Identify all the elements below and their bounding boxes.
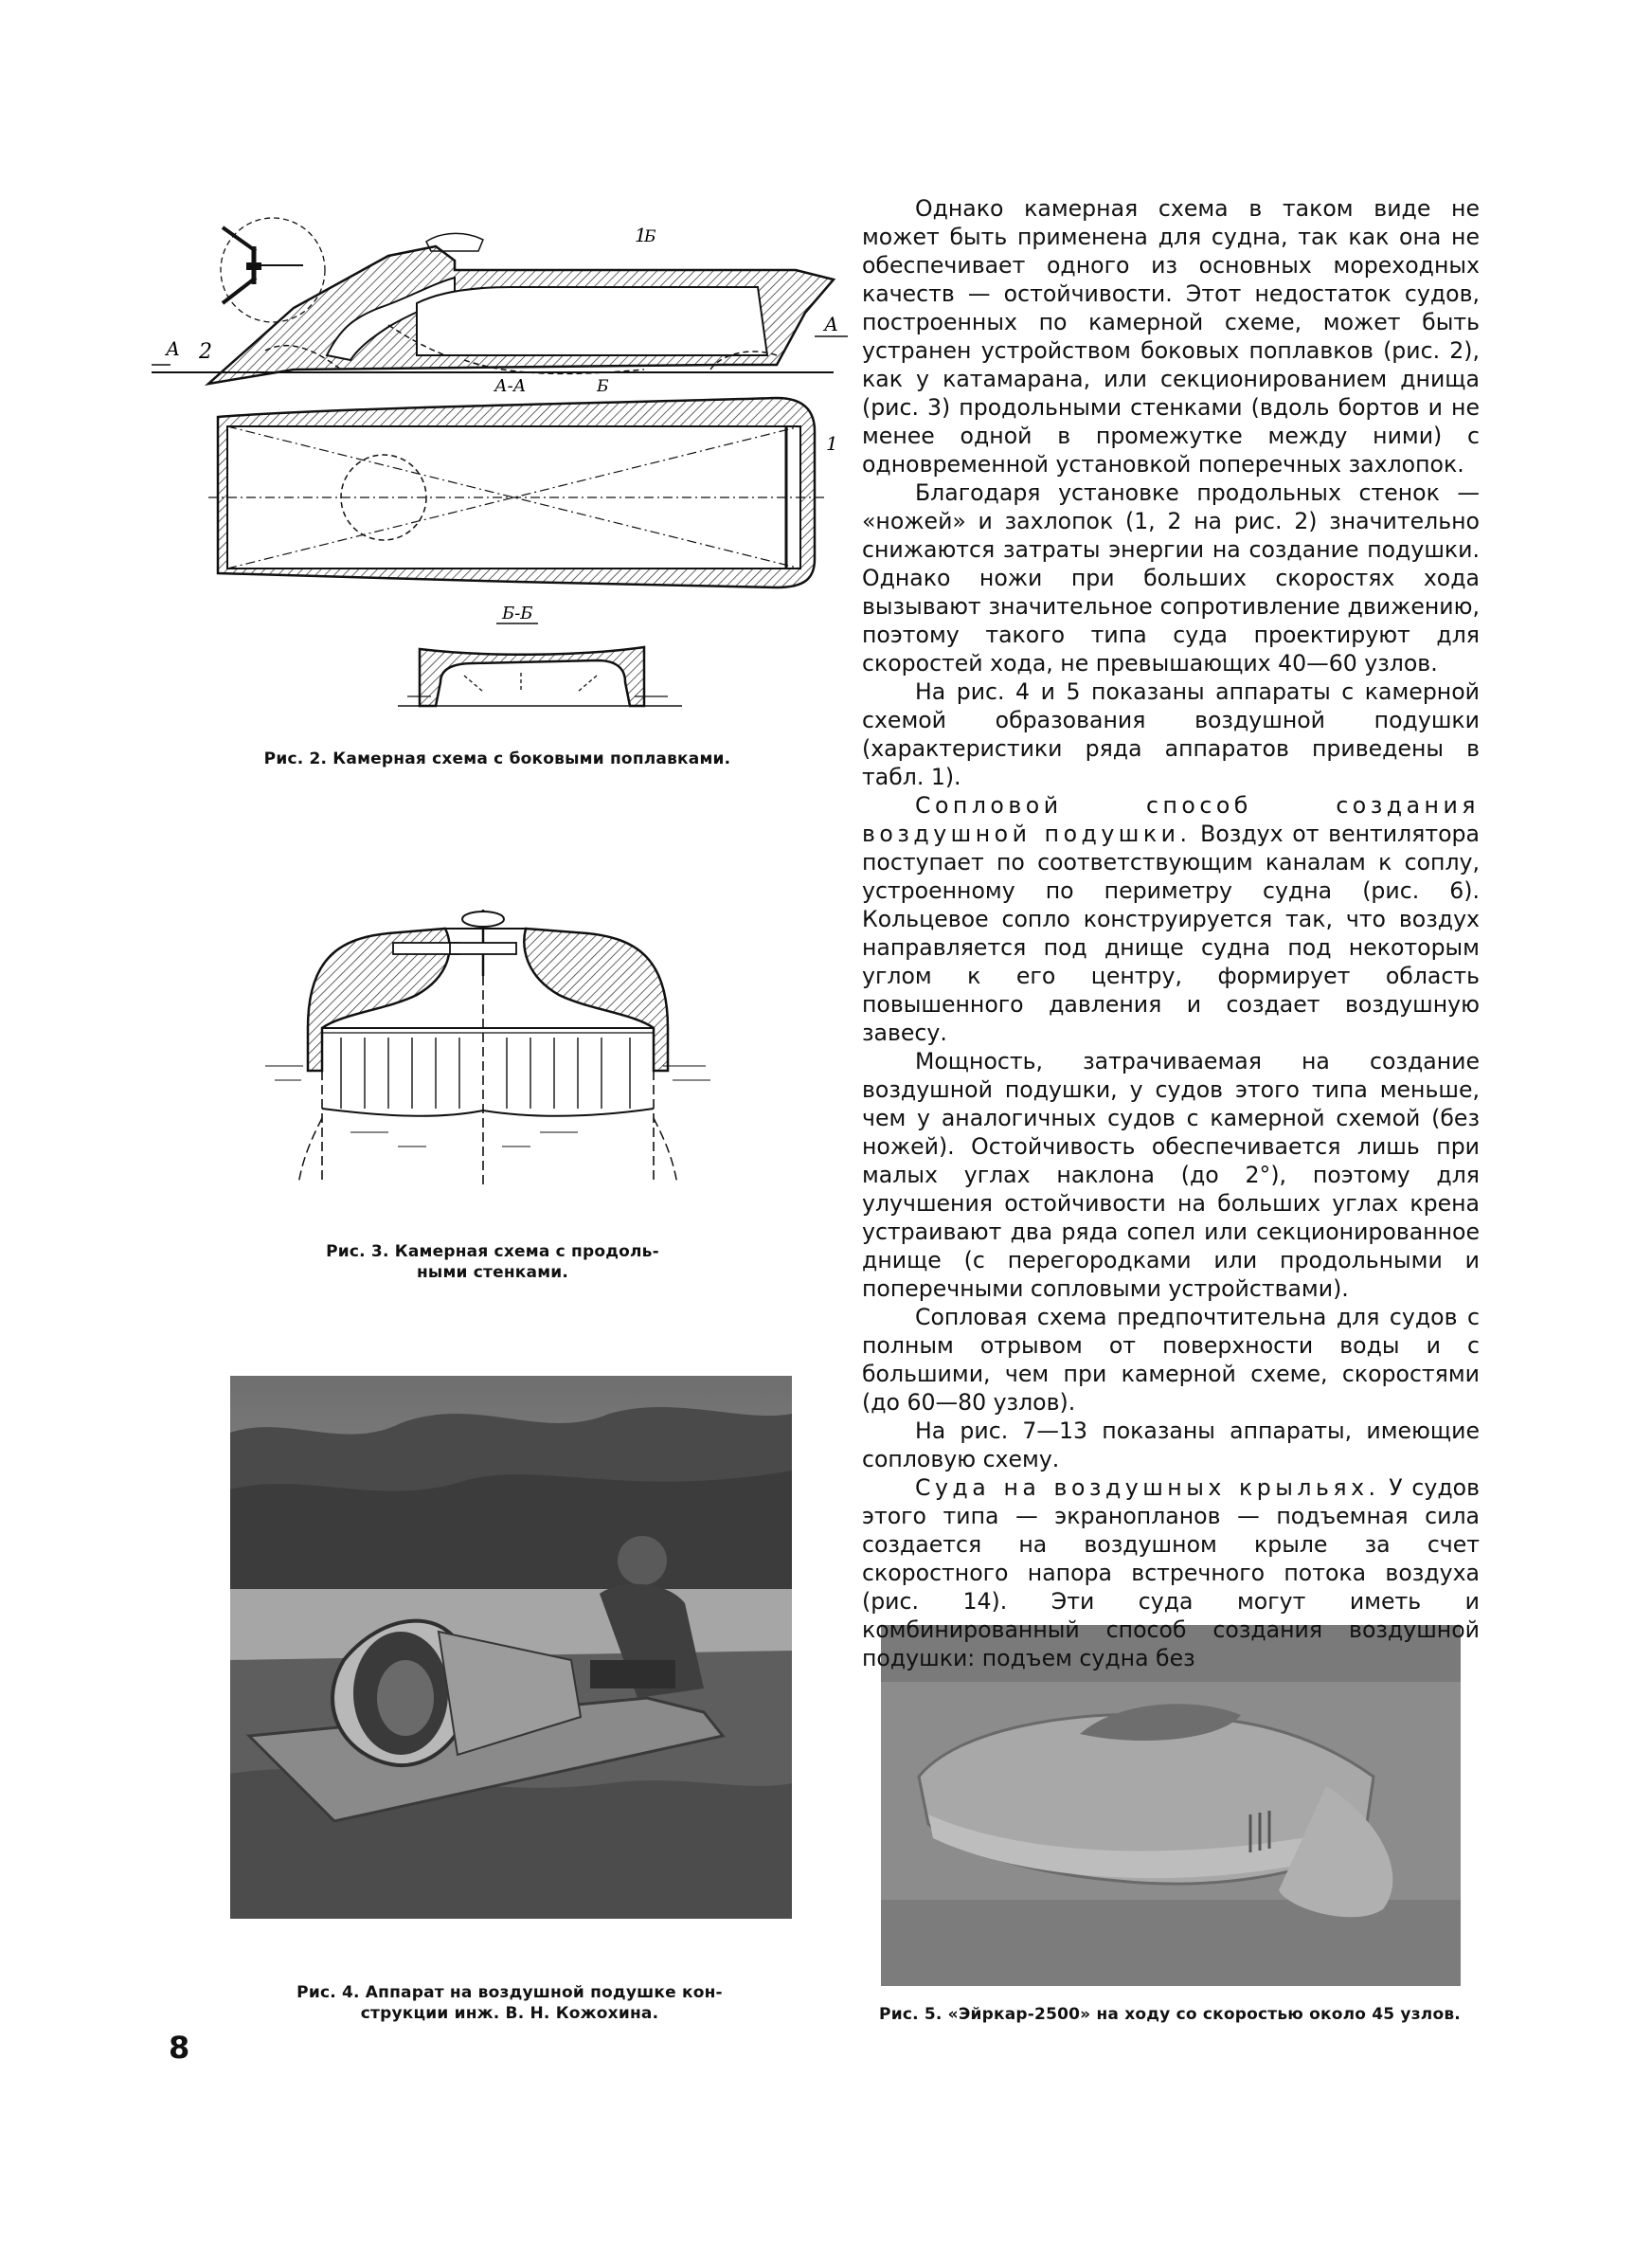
fig5-caption: Рис. 5. «Эйркар-2500» на ходу со скоростью около 45 узлов. — [879, 2005, 1461, 2024]
fig2-section-bb-label: Б-Б — [502, 604, 533, 623]
fig3-caption — [284, 1241, 701, 1283]
fig2-caption: Рис. 2. Камерная схема с боковыми поплавками. — [263, 749, 731, 768]
fig2-section-aa-label: А-А — [494, 376, 527, 396]
fig2-label-1-plan: 1 — [826, 432, 838, 455]
article-paragraph-3: На рис. 4 и 5 показаны аппараты с камерной схемой образования воздушной подушки (характеристики ряда аппаратов приведены в табл. 1). — [862, 678, 1480, 790]
article-paragraph-8-body: У судов этого типа — экранопланов — подъемная сила создается на воздушном крыле за счет скоростного напора встречного потока воздуха (рис. 14). Эти суда могут иметь и комбинированный способ создания воздушной подушки: подъем судна без — [862, 1474, 1480, 1671]
fig5-photo-image — [881, 1625, 1461, 1986]
article-paragraph-2: Благодаря установке продольных стенок — «ножей» и захлопок (1, 2 на рис. 2) значительно снижаются затраты энергии на создание подушки. Однако ножи при больших скоростях хода вызывают значительное сопротивление движению, поэтому такого типа суда проектируют для скоростей хода, не превышающих 40—60 узлов. — [862, 479, 1480, 677]
fig4-caption-line1: Рис. 4. Аппарат на воздушной подушке кон- — [296, 1983, 723, 2002]
article-paragraph-6: Сопловая схема предпочтительна для судов с полным отрывом от поверхности воды и с большими, чем при камерной схеме, скоростями (до 60—80 узлов). — [862, 1304, 1480, 1416]
figure-3 — [256, 891, 729, 1213]
article-paragraph-5: Мощность, затрачиваемая на создание воздушной подушки, у судов этого типа меньше, чем у аналогичных судов с камерной схемой (без ножей). Остойчивость обеспечивается лишь при малых углах наклона (до 2°), поэтому для улучшения остойчивости на больших углах крена устраивают два ряда сопел или секционированное днище (с перегородками или продольными и поперечными сопловыми устройствами). — [862, 1048, 1480, 1302]
article-paragraph-7: На рис. 7—13 показаны аппараты, имеющие сопловую схему. — [862, 1417, 1480, 1472]
fig2-label-2: 2 — [199, 340, 212, 364]
article-paragraph-4 — [862, 791, 1480, 1047]
fig3-caption-line1: Рис. 3. Камерная схема с продоль- — [326, 1242, 659, 1261]
fig4-photo-image — [230, 1376, 792, 1919]
fig2-label-1-top: 1 — [635, 224, 647, 246]
figure-4-photo — [230, 1376, 792, 1919]
article-paragraph-1: Однако камерная схема в таком виде не может быть применена для судна, так как она не обеспечивает одного из основных мореходных качеств — остойчивости. Этот недостаток судов, построенных по камерной схеме, может быть устранен устройством боковых поплавков (рис. 2), как у катамарана, или секционированием днища (рис. 3) продольными стенками (вдоль бортов и не менее одной в промежутке между ними) с одновременной установкой поперечных захлопок. — [862, 195, 1480, 478]
article-paragraph-4-body: Воздух от вентилятора поступает по соответствующим каналам к соплу, устроенному по периметру судна (рис. 6). Кольцевое сопло конструируется так, что воздух направляется под днище судна под некоторым углом к его центру, формирует область повышенного давления и создает воздушную завесу. — [862, 821, 1480, 1046]
fig3-drawing — [256, 891, 729, 1213]
article-text-column — [862, 194, 1480, 1672]
article-paragraph-8 — [862, 1473, 1480, 1672]
fig4-caption — [230, 1982, 789, 2024]
fig2-drawing — [152, 213, 853, 725]
fig3-caption-line2: ными стенками. — [416, 1263, 569, 1282]
section-heading-air-wings: Суда на воздушных крыльях. — [915, 1474, 1380, 1501]
section-heading-nozzle-method: Сопловой способ создания воздушной подушки. — [862, 792, 1480, 847]
fig2-plan-view — [208, 376, 838, 587]
fig2-label-a-left: А — [166, 337, 181, 360]
figure-2 — [152, 213, 853, 725]
fig2-side-view — [152, 218, 848, 384]
fig2-label-a-right: А — [824, 313, 839, 335]
fig2-label-b-top: Б — [644, 227, 656, 246]
page-number: 8 — [169, 2030, 190, 2066]
fig4-caption-line2: струкции инж. В. Н. Кожохина. — [360, 2004, 659, 2023]
figure-5-photo — [881, 1625, 1461, 1986]
fig2-section-bb — [398, 604, 682, 706]
fig2-label-b-mid: Б — [597, 377, 609, 396]
